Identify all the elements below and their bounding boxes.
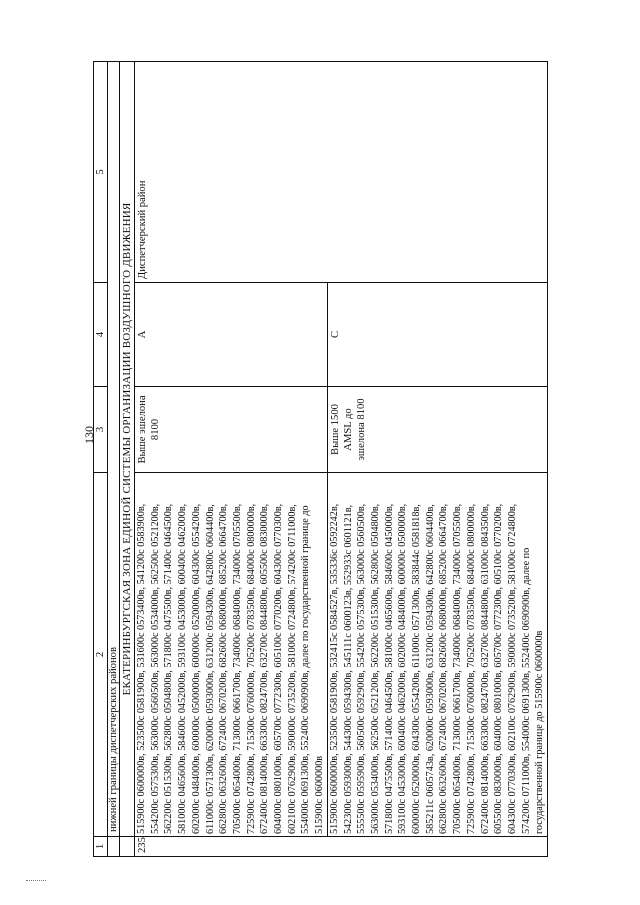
coord-line: 515900с 0600000в [314,755,326,834]
coord-line: 604000с 0801000в, 605700с 0772300в, 605100с 0770200в, 604300с 0770300в, [273,503,285,834]
airspace-table [93,61,548,857]
coord-line: 605500с 0830000в, 604000с 0801000в, 605700с 0772300в, 605100с 0770200в, [493,503,505,834]
boundary-coordinates-c [327,473,547,837]
zone-title-row [120,62,135,857]
coord-line: 725900с 0742800в, 715300с 0760000в, 705200с 0783500в, 684000с 0800000в, [245,503,257,834]
coord-line: 602000с 0484000в, 600000с 0500000в, 600000с 0520000в, 604300с 0554200в, [190,503,202,834]
row-number: 235 [135,837,548,857]
zone-title: ЕКАТЕРИНБУРГСКАЯ ЗОНА ЕДИНОЙ СИСТЕМЫ ОРГАНИЗАЦИИ ВОЗДУШНОГО ДВИЖЕНИЯ [120,62,135,837]
column-number-row [94,62,108,857]
coord-line: 600000с 0520000в, 604300с 0554200в, 611000с 0571300в, 583844с 0581818в, [411,504,423,834]
subheader-text: нижней границы диспетчерских районов [108,62,120,837]
coord-line: 662800с 0632600в, 672400с 0670200в, 682600с 0680000в, 685200с 0664700в, [218,503,230,834]
airspace-class-a: А [135,283,328,387]
margin-mark [26,880,46,881]
coord-line: 542300с 0593000в, 544300с 0594300в, 545111с 0600123в, 552933с 0601121в, [342,504,354,834]
coord-line: государственной границе до 515900с 0600000в [534,630,546,834]
coord-line: 662800с 0632600в, 672400с 0670200в, 682600с 0680000в, 685200с 0664700в, [438,503,450,834]
rotated-airspace-table [93,62,563,857]
airspace-class-c: С [327,283,547,387]
coord-line: 554200с 0575300в, 563000с 0560500в, 563000с 0534000в, 562500с 0521200в, [149,503,161,834]
coord-line: 604300с 0770300в, 602100с 0762900в, 590000с 0735200в, 581000с 0724800в, [506,503,518,834]
coord-line: 602100с 0762900в, 590000с 0735200в, 581000с 0724800в, 574200с 0711000в, [286,504,298,834]
coord-line: 593100с 0453000в, 600400с 0462000в, 602000с 0484000в, 600000с 0500000в, [397,503,409,834]
coord-line: 611000с 0571300в, 620000с 0593000в, 631200с 0594300в, 642800с 0604400в, [204,504,216,834]
coord-line: 672400с 0814000в, 663300с 0824700в, 632700с 0844800в, 605500с 0830000в, [259,503,271,834]
coord-line: 725900с 0742800в, 715300с 0760000в, 705200с 0783500в, 684000с 0800000в, [465,503,477,834]
column-number: 3 [94,387,108,473]
coord-line: 555500с 0595900в, 560500с 0592900в, 554200с 0575300в, 563000с 0560500в, [356,503,368,834]
coord-line: 563000с 0534000в, 562500с 0521200в, 562200с 0515300в, 562800с 0504800в, [369,503,381,834]
empty-cell [120,837,135,857]
column-number: 5 [94,62,108,283]
coord-line: 571800с 0475500в, 571400с 0464500в, 581000с 0465600в, 584600с 0450000в, [383,503,395,834]
column-number: 2 [94,473,108,837]
coord-line: 581000с 0465600в, 584600с 0452000в, 593100с 0453000в, 600400с 0462000в, [177,503,189,834]
coord-line: 554000с 0691300в, 552400с 0690900в, далее по государственной границе до [300,505,312,834]
coord-line: 562200с 0515300в, 562800с 0504800в, 571800с 0475500в, 571400с 0464500в, [163,503,175,834]
column-number: 1 [94,837,108,857]
coord-line: 515900с 0600000в, 523500с 0581900в, 532415с 0584527в, 535336с 0592242в, [328,503,340,834]
subheader-row [108,62,120,857]
coord-line: 672400с 0814000в, 663300с 0824700в, 632700с 0844800в, 631000с 0843500в, [479,503,491,834]
altitude-a: Выше эшелона 8100 [135,387,328,473]
coord-line: 515900с 0600000в, 523500с 0581900в, 531600с 0573400в, 541200с 0583900в, [136,503,147,834]
column-number: 4 [94,283,108,387]
empty-cell [108,837,120,857]
boundary-coordinates-a [135,473,328,837]
coord-line: 705000с 0654000в, 713000с 0661700в, 734000с 0684000в, 734000с 0705500в, [452,503,464,834]
coord-line: 574200с 0711000в, 554000с 0691300в, 552400с 0690900в, далее по [520,547,532,834]
coord-line: 705000с 0654000в, 713000с 0661700в, 734000с 0684000в, 734000с 0705500в, [231,503,243,834]
coord-line: 585211с 0605743в, 620000с 0593000в, 631200с 0594300в, 642800с 0604400в, [424,504,436,834]
district-name: Диспетчерский район [135,62,548,283]
table-row [135,62,328,857]
altitude-c: Выше 1500 AMSL до эшелона 8100 [327,387,547,473]
page-number: 130 [82,426,96,444]
